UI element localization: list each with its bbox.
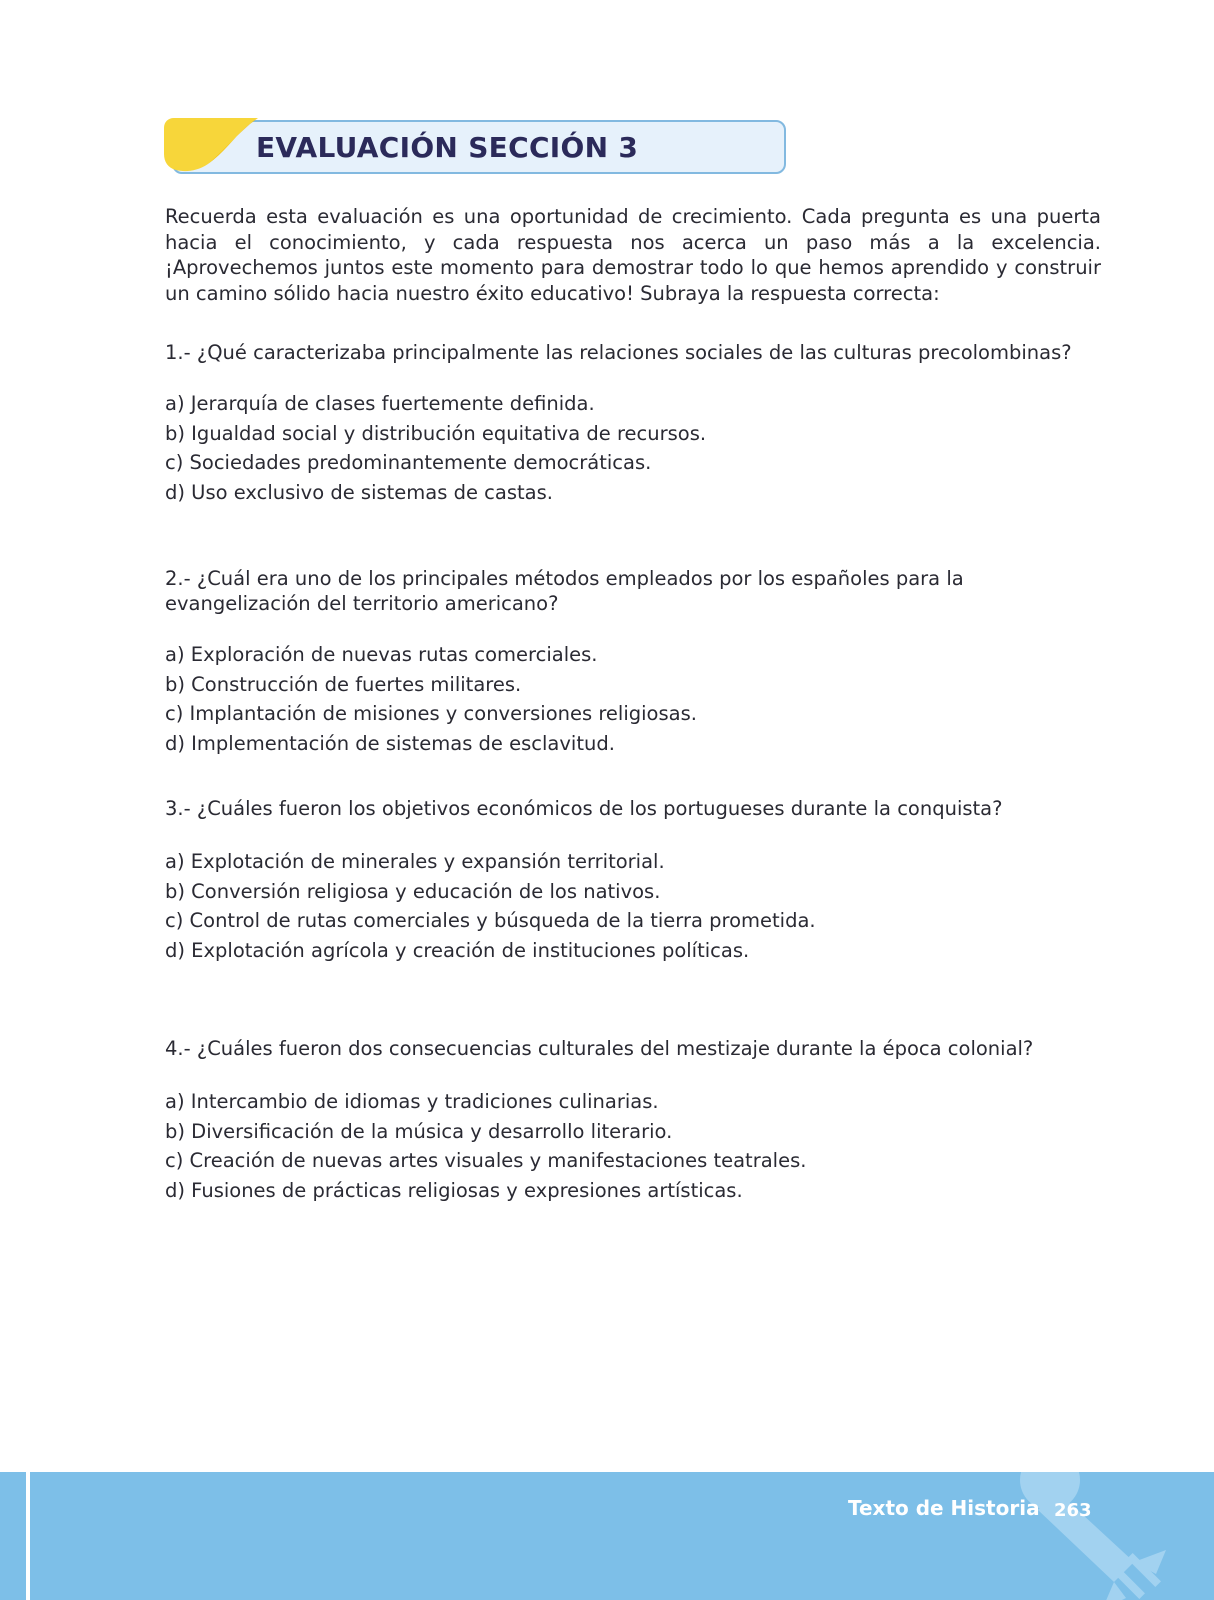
- option-1a[interactable]: a) Jerarquía de clases fuertemente definida.: [165, 392, 595, 415]
- question-3-options: [165, 847, 1115, 965]
- intro-paragraph: Recuerda esta evaluación es una oportunidad de crecimiento. Cada pregunta es una puerta hacia el conocimiento, y cada respuesta nos acerca un paso más a la excelencia. ¡Aprovechemos juntos este momento para demostrar todo lo que hemos aprendido y construir un camino sólido hacia nuestro éxito educativo! Subraya la respuesta correcta:: [165, 205, 1101, 305]
- page-footer: [0, 1472, 1214, 1600]
- option-4d[interactable]: d) Fusiones de prácticas religiosas y expresiones artísticas.: [165, 1178, 743, 1202]
- option-4c[interactable]: c) Creación de nuevas artes visuales y manifestaciones teatrales.: [165, 1149, 807, 1172]
- question-2-options: [165, 640, 1115, 758]
- option-1d[interactable]: d) Uso exclusivo de sistemas de castas.: [165, 480, 553, 504]
- option-4a[interactable]: a) Intercambio de idiomas y tradiciones culinarias.: [165, 1090, 659, 1113]
- question-2: 2.- ¿Cuál era uno de los principales métodos empleados por los españoles para la evangelización del territorio americano?: [165, 567, 964, 615]
- question-4: 4.- ¿Cuáles fueron dos consecuencias culturales del mestizaje durante la época colonial?: [165, 1037, 1034, 1060]
- option-2c[interactable]: c) Implantación de misiones y conversiones religiosas.: [165, 702, 697, 725]
- rocket-icon: [1016, 1472, 1176, 1600]
- question-1-options: [165, 389, 1115, 507]
- section-banner: [164, 114, 790, 180]
- option-1b[interactable]: b) Igualdad social y distribución equitativa de recursos.: [165, 421, 707, 445]
- yellow-tab-icon: [164, 114, 260, 174]
- option-3a[interactable]: a) Explotación de minerales y expansión territorial.: [165, 850, 665, 873]
- option-3b[interactable]: b) Conversión religiosa y educación de los nativos.: [165, 879, 661, 903]
- question-4-options: [165, 1087, 1115, 1205]
- option-3d[interactable]: d) Explotación agrícola y creación de instituciones políticas.: [165, 938, 750, 962]
- option-3c[interactable]: c) Control de rutas comerciales y búsqueda de la tierra prometida.: [165, 909, 816, 932]
- option-2a[interactable]: a) Exploración de nuevas rutas comerciales.: [165, 643, 598, 666]
- option-2b[interactable]: b) Construcción de fuertes militares.: [165, 672, 522, 696]
- page-number: 263: [1054, 1500, 1092, 1521]
- option-4b[interactable]: b) Diversificación de la música y desarrollo literario.: [165, 1119, 673, 1143]
- option-1c[interactable]: c) Sociedades predominantemente democráticas.: [165, 451, 652, 474]
- page-title: EVALUACIÓN SECCIÓN 3: [256, 131, 639, 164]
- book-title: Texto de Historia: [848, 1496, 1040, 1520]
- question-1: 1.- ¿Qué caracterizaba principalmente las relaciones sociales de las culturas precolombinas?: [165, 341, 1072, 364]
- question-3: 3.- ¿Cuáles fueron los objetivos económicos de los portugueses durante la conquista?: [165, 797, 1003, 820]
- option-2d[interactable]: d) Implementación de sistemas de esclavitud.: [165, 731, 615, 755]
- footer-divider: [26, 1472, 30, 1600]
